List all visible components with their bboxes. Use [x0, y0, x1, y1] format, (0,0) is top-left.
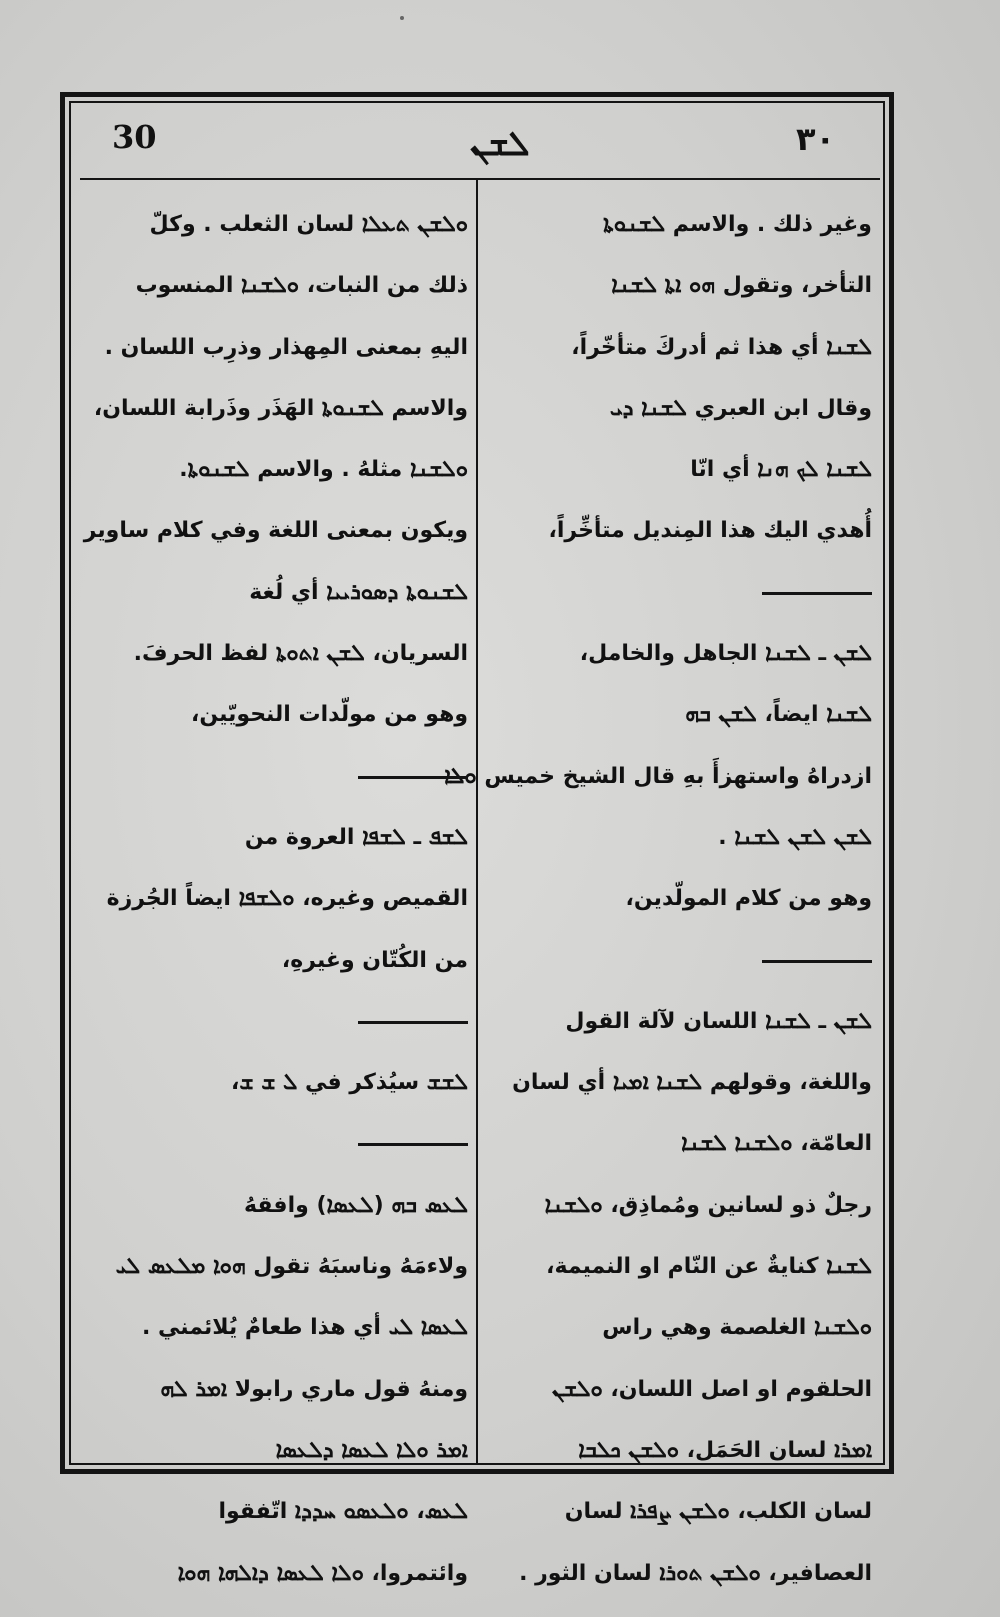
text-line: والاسم ܠܫܢܘܬܐ الهَذَر وذَرابة اللسان، — [93, 395, 468, 421]
text-line: ܠܫܦ ـ ܠܫܦܐ العروة من — [244, 824, 468, 850]
text-line: ܠܫܢܘܬܐ ܕܣܘܪܝܝܐ أي لُغة — [249, 579, 468, 605]
text-line: ܠܥܣ، ܘܠܥܣܘ ܚܕܕܐ اتّفقوا — [218, 1499, 468, 1525]
text-line: وهو من كلام المولّدين، — [625, 886, 872, 912]
right-column — [444, 194, 872, 1604]
text-line: واللغة، وقولهم ܠܫܢܐ ܐܡܝܐ أي لسان — [512, 1070, 872, 1096]
entry-separator — [84, 1113, 468, 1174]
text-line: العصافير، ܘܠܫܢ ܬܘܪܐ لسان الثور . — [519, 1560, 872, 1586]
text-line: ܘܠܫܢ ܬܥܠܐ لسان الثعلب . وكلّ — [149, 212, 468, 237]
text-line: الحلقوم او اصل اللسان، ܘܠܫܢ — [552, 1376, 872, 1402]
text-line: ܠܥܣܐ ܠܝ أي هذا طعامٌ يُلائمني . — [142, 1315, 468, 1341]
text-line: ܠܫܫ سيُذكر في ܠ ܫ ܫ، — [231, 1070, 468, 1096]
text-line: ܘܠܫܢܐ مثلهُ . والاسم ܠܫܢܘܬܐ. — [179, 457, 468, 483]
text-line: ܠܫܢܐ أي هذا ثم أدركَ متأخّراً، — [571, 334, 872, 360]
text-line: من الكُتّان وغيرهِ، — [281, 947, 468, 973]
page-number-arabic: ٣٠ — [796, 120, 836, 158]
header-rule — [80, 178, 880, 180]
text-line: ܐܡܪܐ لسان الحَمَل، ܘܠܫܢ ܟܠܒܐ — [578, 1437, 872, 1463]
text-line: القميص وغيره، ܘܠܫܦܐ ايضاً الجُرزة — [106, 886, 468, 912]
left-column — [84, 194, 468, 1604]
page-speck — [400, 16, 404, 20]
text-line: لسان الكلب، ܘܠܫܢ ܨܦܪܐ لسان — [564, 1499, 872, 1525]
text-line: أُهدي اليك هذا المِنديل متأخِّراً، — [548, 518, 872, 544]
text-line: التأخر، وتقول ܗܘ ܐܬܐ ܠܫܢܐ — [611, 273, 872, 299]
entry-separator — [488, 562, 872, 623]
column-divider — [476, 180, 478, 1463]
text-line: وهو من مولّدات النحويّين، — [191, 702, 468, 728]
text-line: اليهِ بمعنى المِهذار وذرِب اللسان . — [104, 334, 468, 360]
text-line: ܠܫܢܐ ܠܟ ܗܢܐ أي انّا — [690, 457, 872, 483]
text-line: العامّة، ܘܠܫܢܐ ܠܫܢܐ — [681, 1131, 872, 1157]
text-line: ܐܡܪ ܘܠܐ ܠܥܣܐ ܕܠܥܣܐ — [275, 1437, 468, 1463]
text-line: ومنهُ قول ماري رابولا ܐܡܪ ܠܗ — [160, 1376, 468, 1402]
text-line: رجلٌ ذو لسانين ومُماذِق، ܘܠܫܢܐ — [544, 1192, 872, 1218]
text-line: ܠܫܢ ـ ܠܫܢܐ الجاهل والخامل، — [579, 641, 872, 667]
text-line: ويكون بمعنى اللغة وفي كلام ساوير — [83, 518, 468, 544]
page-number-latin: 30 — [112, 118, 157, 156]
text-line: ܠܥܣ ܒܗ (ܠܥܣܐ) وافقهُ — [243, 1192, 468, 1218]
text-line: وائتمروا، ܘܠܐ ܠܥܣܐ ܕܐܠܗܐ ܗܘܐ — [177, 1560, 468, 1586]
text-line: ܠܫܢܐ ايضاً، ܠܫܢ ܒܗ — [685, 702, 872, 728]
text-line: وغير ذلك . والاسم ܠܫܢܘܬܐ — [603, 212, 872, 237]
entry-separator — [488, 930, 872, 991]
text-line: السريان، ܠܫܢ ܐܬܘܬܐ لفظ الحرفَ. — [133, 641, 468, 667]
text-line: ܠܫܢܐ كنايةٌ عن النّام او النميمة، — [546, 1254, 872, 1280]
text-line: ܘܠܫܢܐ الغلصمة وهي راس — [602, 1315, 872, 1341]
running-head: ܠܫܢ — [470, 124, 530, 164]
text-line: ܠܫܢ ܠܫܢ ܠܫܢܐ . — [718, 824, 872, 850]
entry-separator — [84, 746, 468, 807]
text-line: ازدراهُ واستهزأَ بهِ قال الشيخ خميس ܘܠܐ — [444, 763, 872, 789]
text-line: وقال ابن العبري ܠܫܢܐ ܕܝ — [609, 395, 872, 421]
entry-separator — [84, 991, 468, 1052]
text-line: ولاءمَهُ وناسبَهُ تقول ܗܘܐ ܡܠܥܣ ܠܝ — [115, 1254, 468, 1280]
text-line: ذلك من النبات، ܘܠܫܢܐ المنسوب — [135, 273, 468, 299]
text-line: ܠܫܢ ـ ܠܫܢܐ اللسان لآلة القول — [565, 1008, 872, 1034]
